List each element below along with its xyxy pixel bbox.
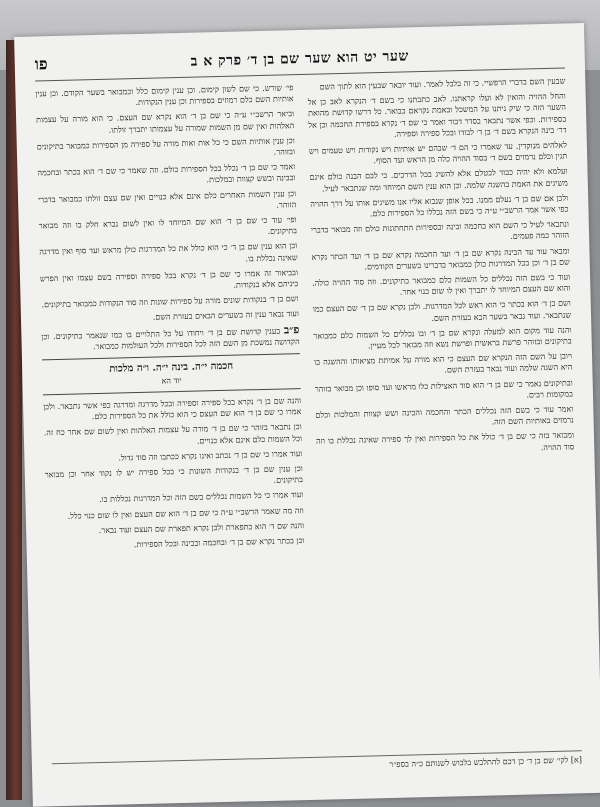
section-text: בענין קדושת שם בן ד׳ ויחודו על כל התלויים בו כמו שנאמר בתיקונים. וכן הקדושה נמשכת מן השם הזה לכל הספירות ולכל העולמות כמבואר.	[41, 326, 300, 351]
running-header	[34, 38, 565, 82]
footnote: [א] לקי׳ שם בן ד׳ כן דכם להתלבש בלבוש לשנותם כ״ה בספ״ר	[52, 750, 582, 788]
book-page	[14, 23, 600, 807]
paragraph: ועוד אמרו כי כל השמות נכללים בשם הזה וכל המדרגות נכללות בו.	[98, 490, 304, 505]
paragraph: ויובן על השם הזה הנקרא שם העצם כי הוא מורה על אמיתת מציאותו וההשגה בו היא השגה שלמה ועוד נבאר בעזרת השם.	[314, 351, 573, 376]
paragraph: ובביאור זה אמרו כי שם בן ד׳ נקרא בכל ספירה וספירה בשם עצמו ואין הפרש ביניהם אלא בנקודות.	[39, 267, 299, 290]
page-number: פו	[34, 54, 48, 74]
paragraph: ועוד אמרו כי שם בן ד׳ נכתב ואינו נקרא ככתבו וזה סוד גדול.	[118, 448, 303, 463]
paragraph: ונתבאר לעיל כי השם הוא בחכמה ובינה ובספירות התחתונות כולם וזה מבואר בדברי הזוהר כמה פעמים.	[310, 219, 570, 242]
verse-line: חכמה י״ה. בינה י״ה. ו״ה מלכות	[109, 360, 234, 375]
paragraph: ולכן אם שם בן ד׳ נעלם ממנו. בכל אופן שנבוא אליו אנו משיגים אותו על דרך ההויה כפי אשר אמר הרשב״י ע״ה כי בשם הזה נכללו כל הספירות כלם.	[310, 193, 569, 219]
paragraph: ועוד כי בשם הזה נכללים כל השמות כלם כמבואר בתיקונים. וזה סוד ההויה כולה. והוא שם העצם המיוחד לו יתברך ואין לו שום כנוי אחר.	[312, 272, 571, 297]
paragraph: ופי׳ עוד כי שם בן ד׳ הוא שם המיוחד לו ואין לשום נברא חלק בו וזה מבואר בתיקונים.	[38, 215, 298, 237]
paragraph: ועלמא ולא יהיה כבוד לבטלם אלא להשיג בכל הדרכים. כי לבם הבנה כולם אינם משיגים את האמת בהשגה שלמה. וכן הוא ענין השם המיוחד ומה שנתבאר לעיל.	[309, 166, 568, 194]
paragraph: והנה שם ד׳ הוא בתפארת ולכן נקרא תפארת שם העצם ועוד נבאר.	[98, 520, 305, 535]
paragraph: וכן ענין אותיות השם כי כל אות ואות מורה על ספירה מן הספירות כמבואר בתיקונים ובזוהר.	[36, 135, 296, 157]
right-column	[307, 76, 581, 752]
left-column	[35, 82, 309, 758]
sefirot-diagram-line	[42, 353, 301, 395]
paragraph: וכן בכתר נקרא שם בן ד׳ ובחכמה ובבינה ובכל הספירות.	[133, 536, 305, 550]
paragraph: פי׳ שורש. כי שם לשון קימום. וכן ענין קימום כלל וכמבואר בשער הקודם. וכן ענין אותיות השם כלם רמוזים בספירות וכן ענין הנקודות.	[35, 83, 294, 108]
paragraph: ואמר כי שם בן ד׳ נכלל בכל הספירות כולם. וזה שאמר כי שם ד׳ הוא בכתר ובחכמה ובבינה ובשש קצוות ובמלכות.	[37, 162, 296, 185]
paragraph: והנה עוד מקום הוא למעלה ונקרא שם בן ד׳ ובו נכללים כל השמות כלם כמבואר בתיקונים ובזוהר פרשת בראשית ופרשת נשא וזה מבואר לכל מעיין.	[313, 325, 572, 351]
section-paragraph	[41, 324, 299, 354]
paragraph: שבעין השם בדברי הרפשיי. כי זה בלבל לאמר. ועוד יובאר שבעין הוא לתוך השם	[319, 76, 566, 92]
verse-subline: יוד הא	[161, 376, 182, 386]
paragraph: ובתיקונים נאמר כי שם בן ד׳ הוא סוד האצילות כלו מראשו ועד סופו וכן מבואר בזוהר במקומות רבים.	[314, 378, 574, 400]
paragraph: וכן ענין השמות האחרים כלם אינם אלא כנויים ואין שם עצם זולתו כמבואר בדברי הזוהר.	[37, 188, 297, 210]
paragraph: ומבאר עוד עד הבינה נקרא שם בן ד׳ ועד החכמה נקרא שם בן ד׳ ועד הכתר נקרא שם בן ד׳ וכן בכל המדרגות כולן כמבואר בדברינו בשערים הקודמים.	[311, 246, 570, 272]
text-columns	[35, 76, 581, 759]
paragraph: ושם בן ד׳ בנקודות שונים מורה על ספירות שונות וזה סוד הנקודות כמבואר בתיקונים.	[41, 294, 299, 310]
paragraph: והחל ההויה והואין לא ועלו קראתנו. לאב כתבתנו כי בשם ד׳ הנקרא לאב כן אל השער הזה כי שיק ניתנו על המשכל ובאמת נקראם בבואר. כל דרשו קדושת מהואת בספירות. וכפי אשר נתבאר בסדר דבור ואמר כי שם ד׳ נקרא בספירת החכמה וכן אל דר׳ בינה הנקרא בשם ד׳ בן ד׳ לבודו ובכל ספירה וספירה.	[307, 91, 567, 139]
paragraph: וזה מה שאמר הרשב״י ע״ה כי שם בן ד׳ הוא שם העצם ואין לו שום כנוי כלל.	[67, 505, 304, 521]
paragraph: ועוד נבאר ענין זה בשערים הבאים בעזרת השם.	[152, 309, 300, 323]
paragraph: והנה שם בן ד׳ נקרא בכל ספירה וספירה ובכל מדרגה ומדרגה כפי אשר נתבאר. ולכן אמרו כי שם בן ד׳ הוא שם העצם כי הוא כולל את כל הספירות כלם.	[43, 396, 302, 422]
paragraph: וכן ענין שם בן ד׳ בנקודות השונות כי בכל ספירה יש לו נקוד אחר וכן מבואר בתיקונים.	[44, 464, 304, 486]
header-title: שער יט הוא שער שם בן ד׳ פרק א ב	[190, 47, 409, 70]
paragraph: וכן הוא ענין שם בן ד׳ כי הוא כולל את כל המדרגות כולן מראש ועד סוף ואין מדרגה שאינה נכללת בו.	[39, 241, 298, 264]
paragraph: ומבואר בזה כי שם בן ד׳ כולל את כל הספירות ואין לך ספירה שאינה נכללת בו וזה סוד ההויה.	[315, 430, 575, 452]
paragraph: וביאר הרשב״י ע״ה כי שם בן ד׳ הוא נקרא שם העצם. כי הוא מורה על עצמות האלהות ואין שם מן השמות שמורה על עצמותו יתברך זולתו.	[36, 109, 295, 135]
paragraph: וכן נתבאר בזוהר כי שם בן ד׳ מורה על עצמות האלהות ואין לשום שם אחר כח זה. וכל השמות כלם אינם אלא כנויים.	[43, 422, 303, 446]
paragraph: ושם בן ד׳ הוא בכתר כי הוא ראש לכל המדרגות. ולכן נקרא שם בן ד׳ שם העצם כמו שנתבאר. ועוד נבאר בשער הבא בעזרת השם.	[312, 298, 572, 323]
paragraph: ואמר עוד כי בשם הזה נכללים הכתר והחכמה והבינה ושש קצוות והמלכות וכלם נרמזים באותיות השם הזה.	[315, 404, 574, 427]
section-label: פ״ב	[283, 322, 300, 337]
paragraph: לאלהים מנוקדין. עד שאמרו כי הם ד׳ שבהם יש אותיות ויש נקודות ויש טעמים ויש תגין וכלם נרמזים בשם ד׳ בסוד ההויה כלה מן הראש ועד הסוף.	[308, 140, 568, 166]
